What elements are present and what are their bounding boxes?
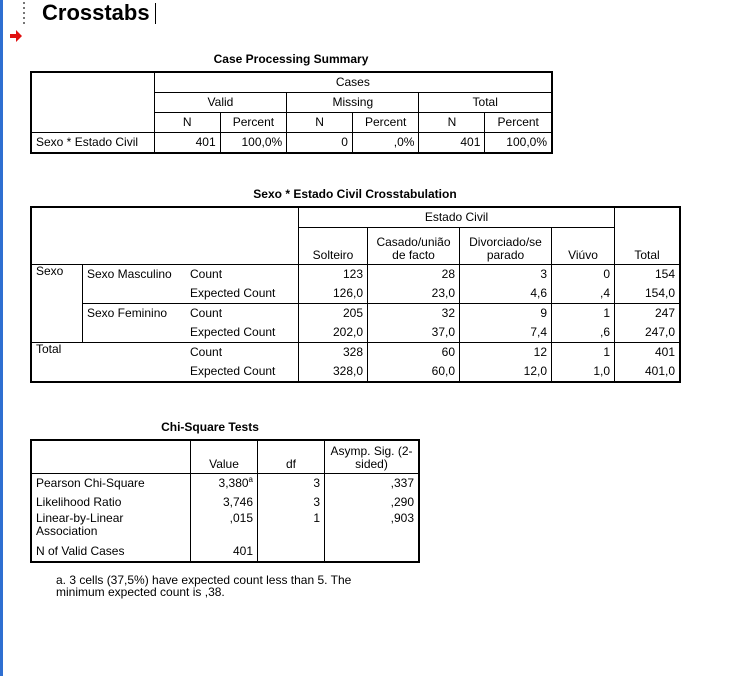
group-label (83, 284, 187, 304)
stat-label: Count (186, 343, 299, 363)
group-label: Sexo Feminino (83, 304, 187, 324)
df-cell: 3 (258, 474, 325, 494)
crosstab-title: Sexo * Estado Civil Crosstabulation (253, 187, 457, 201)
data-cell: 37,0 (368, 323, 460, 343)
stat-label: Expected Count (186, 284, 299, 304)
data-cell: 328,0 (299, 362, 368, 382)
data-cell: 12,0 (460, 362, 552, 382)
row-label: Linear-by-Linear Association (31, 512, 191, 542)
sig-cell: ,290 (325, 493, 420, 512)
col-header: Asymp. Sig. (2-sided) (325, 440, 420, 474)
crosstab-table[interactable] (30, 206, 681, 383)
data-cell: 23,0 (368, 284, 460, 304)
group-label (83, 323, 187, 343)
data-cell: 7,4 (460, 323, 552, 343)
data-cell: 1 (552, 343, 615, 363)
data-cell: 60 (368, 343, 460, 363)
data-cell: 401 (615, 343, 681, 363)
data-cell: 3 (460, 265, 552, 285)
stat-label: Expected Count (186, 323, 299, 343)
data-cell: 100,0% (220, 133, 287, 154)
data-cell: ,4 (552, 284, 615, 304)
data-cell: 154 (615, 265, 681, 285)
data-cell: 247 (615, 304, 681, 324)
df-cell: 1 (258, 512, 325, 542)
data-cell: 9 (460, 304, 552, 324)
missing-header: Missing (287, 93, 419, 113)
data-cell: 60,0 (368, 362, 460, 382)
stat-label: Expected Count (186, 362, 299, 382)
col-header: Casado/união de facto (368, 228, 460, 265)
data-cell: 401,0 (615, 362, 681, 382)
data-cell: 1 (552, 304, 615, 324)
sig-cell: ,337 (325, 474, 420, 494)
corner-cell (31, 72, 154, 133)
data-cell: 202,0 (299, 323, 368, 343)
footnote-marker: a (248, 475, 253, 484)
value-cell (191, 474, 258, 494)
row-label: Likelihood Ratio (31, 493, 191, 512)
col-header: df (258, 440, 325, 474)
data-cell: 4,6 (460, 284, 552, 304)
group-label: Sexo Masculino (83, 265, 187, 285)
value-cell: ,015 (191, 512, 258, 542)
data-cell: 0 (552, 265, 615, 285)
case-summary-title: Case Processing Summary (213, 52, 369, 66)
total-row-label: Total (31, 343, 186, 363)
col-header: Divorciado/se parado (460, 228, 552, 265)
sub-header: Percent (220, 113, 287, 133)
chisq-table[interactable] (30, 439, 420, 563)
valid-header: Valid (154, 93, 287, 113)
data-cell: 12 (460, 343, 552, 363)
col-header: Viúvo (552, 228, 615, 265)
data-cell: 154,0 (615, 284, 681, 304)
sub-header: Percent (352, 113, 419, 133)
estado-civil-header: Estado Civil (299, 207, 615, 228)
row-label: N of Valid Cases (31, 542, 191, 562)
sub-header: N (287, 113, 353, 133)
case-summary-table[interactable] (30, 71, 553, 154)
data-cell: 401 (419, 133, 485, 154)
data-cell: 28 (368, 265, 460, 285)
stat-label: Count (186, 265, 299, 285)
data-cell: 328 (299, 343, 368, 363)
sub-header: N (154, 113, 220, 133)
output-heading[interactable]: Crosstabs (42, 0, 150, 25)
window-left-border (0, 0, 3, 676)
data-cell: 32 (368, 304, 460, 324)
sig-cell: ,903 (325, 512, 420, 542)
col-header: Value (191, 440, 258, 474)
df-cell (258, 542, 325, 562)
total-header: Total (419, 93, 552, 113)
value-cell: 3,746 (191, 493, 258, 512)
sub-header: N (419, 113, 485, 133)
data-cell: 205 (299, 304, 368, 324)
data-cell: 100,0% (485, 133, 552, 154)
data-cell: ,6 (552, 323, 615, 343)
data-cell: 0 (287, 133, 353, 154)
value-cell: 401 (191, 542, 258, 562)
data-cell: 126,0 (299, 284, 368, 304)
outline-connector (23, 2, 25, 24)
total-col-header: Total (615, 207, 681, 265)
cases-header: Cases (154, 72, 552, 93)
group-label (31, 362, 186, 382)
row-label: Pearson Chi-Square (31, 474, 191, 494)
data-cell: 123 (299, 265, 368, 285)
data-cell: ,0% (352, 133, 419, 154)
chisq-title: Chi-Square Tests (161, 420, 259, 434)
df-cell: 3 (258, 493, 325, 512)
corner-cell (31, 440, 191, 474)
row-label: Sexo * Estado Civil (31, 133, 154, 154)
data-cell: 401 (154, 133, 220, 154)
row-var-label: Sexo (31, 265, 83, 343)
sub-header: Percent (485, 113, 552, 133)
data-cell: 247,0 (615, 323, 681, 343)
value-text: 3,380 (218, 476, 249, 490)
current-item-arrow-icon (10, 30, 22, 42)
data-cell: 1,0 (552, 362, 615, 382)
text-cursor (155, 3, 156, 24)
stat-label: Count (186, 304, 299, 324)
col-header: Solteiro (299, 228, 368, 265)
footnote: a. 3 cells (37,5%) have expected count less than 5. The minimum expected count is ,38. (56, 573, 352, 599)
corner-cell (31, 207, 299, 265)
sig-cell (325, 542, 420, 562)
